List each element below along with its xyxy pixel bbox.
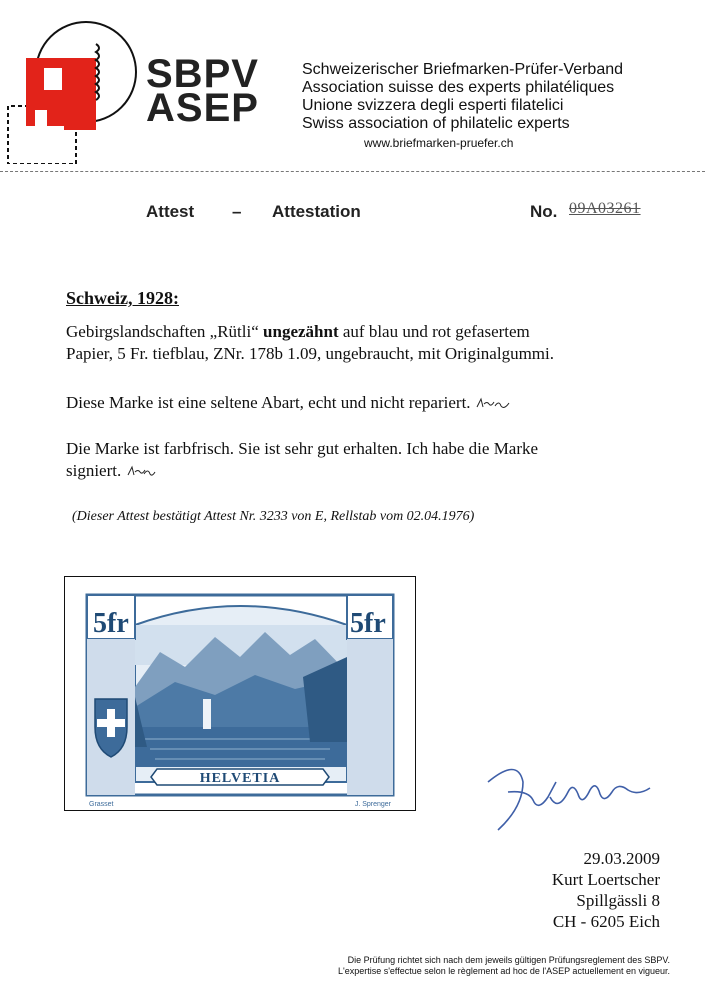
authenticity-paragraph <box>66 392 511 414</box>
brand-sbpv: SBPV <box>146 52 259 96</box>
title-attest: Attest <box>146 202 195 221</box>
signature-date: 29.03.2009 <box>583 849 660 868</box>
stamp-country: HELVETIA <box>199 771 281 786</box>
footer-notice <box>270 955 670 977</box>
rutli-stamp-image <box>65 577 415 810</box>
description-line-2: Papier, 5 Fr. tiefblau, ZNr. 178b 1.09, ungebraucht, mit Originalgummi. <box>66 344 554 363</box>
title-dash: – <box>232 202 242 221</box>
condition-paragraph <box>66 438 686 482</box>
signature-block <box>460 848 660 932</box>
brand-asep: ASEP <box>146 86 259 130</box>
condition-text-2: signiert. <box>66 461 122 480</box>
logo <box>4 14 139 164</box>
org-name-de: Schweizerischer Briefmarken-Prüfer-Verband <box>302 61 624 78</box>
reference-note: (Dieser Attest bestätigt Attest Nr. 3233 von E, Rellstab vom 02.04.1976) <box>72 509 475 524</box>
website-link[interactable]: www.briefmarken-pruefer.ch <box>364 136 514 150</box>
description-text-b: auf blau und rot gefasertem <box>338 322 530 341</box>
attest-number: 09A03261 <box>569 200 641 217</box>
description-bold: ungezähnt <box>263 322 339 341</box>
org-name-it: Unione svizzera degli esperti filatelici <box>302 97 564 114</box>
header-divider <box>0 171 705 173</box>
condition-line-1: Die Marke ist farbfrisch. Sie ist sehr gut erhalten. Ich habe die Marke <box>66 439 539 458</box>
number-label: No. <box>530 202 558 221</box>
stamp-designer-right: J. Sprenger <box>354 801 391 808</box>
description-line-1 <box>66 321 676 343</box>
swiss-cross-stamp-logo-icon <box>4 14 139 164</box>
org-name-fr: Association suisse des experts philatéliques <box>302 79 615 96</box>
authenticity-text: Diese Marke ist eine seltene Abart, echt und nicht repariert. <box>66 393 471 412</box>
condition-line-2 <box>66 460 686 482</box>
expert-name: Kurt Loertscher <box>551 870 660 889</box>
initials-icon <box>475 397 511 411</box>
initials-icon <box>126 465 156 479</box>
expert-street: Spillgässli 8 <box>576 891 660 910</box>
signature-icon <box>478 752 658 842</box>
stamp-value-right: 5fr <box>350 608 386 639</box>
footer-line-de: Die Prüfung richtet sich nach dem jeweils gültigen Prüfungsreglement des SBPV. <box>347 955 670 965</box>
stamp-heading: Schweiz, 1928: <box>66 288 179 308</box>
stamp-mount <box>64 576 416 811</box>
footer-line-fr: L'expertise s'effectue selon le règlement ad hoc de l'ASEP actuellement en vigueur. <box>337 966 670 976</box>
expert-city: CH - 6205 Eich <box>552 912 660 931</box>
description-text-a: Gebirgslandschaften „Rütli“ <box>66 322 264 341</box>
description-paragraph <box>66 321 676 365</box>
title-attestation: Attestation <box>272 202 361 221</box>
stamp-value-left: 5fr <box>93 608 129 639</box>
stamp-designer-left: Grasset <box>89 801 114 808</box>
org-names <box>302 61 623 133</box>
org-name-en: Swiss association of philatelic experts <box>302 115 570 132</box>
